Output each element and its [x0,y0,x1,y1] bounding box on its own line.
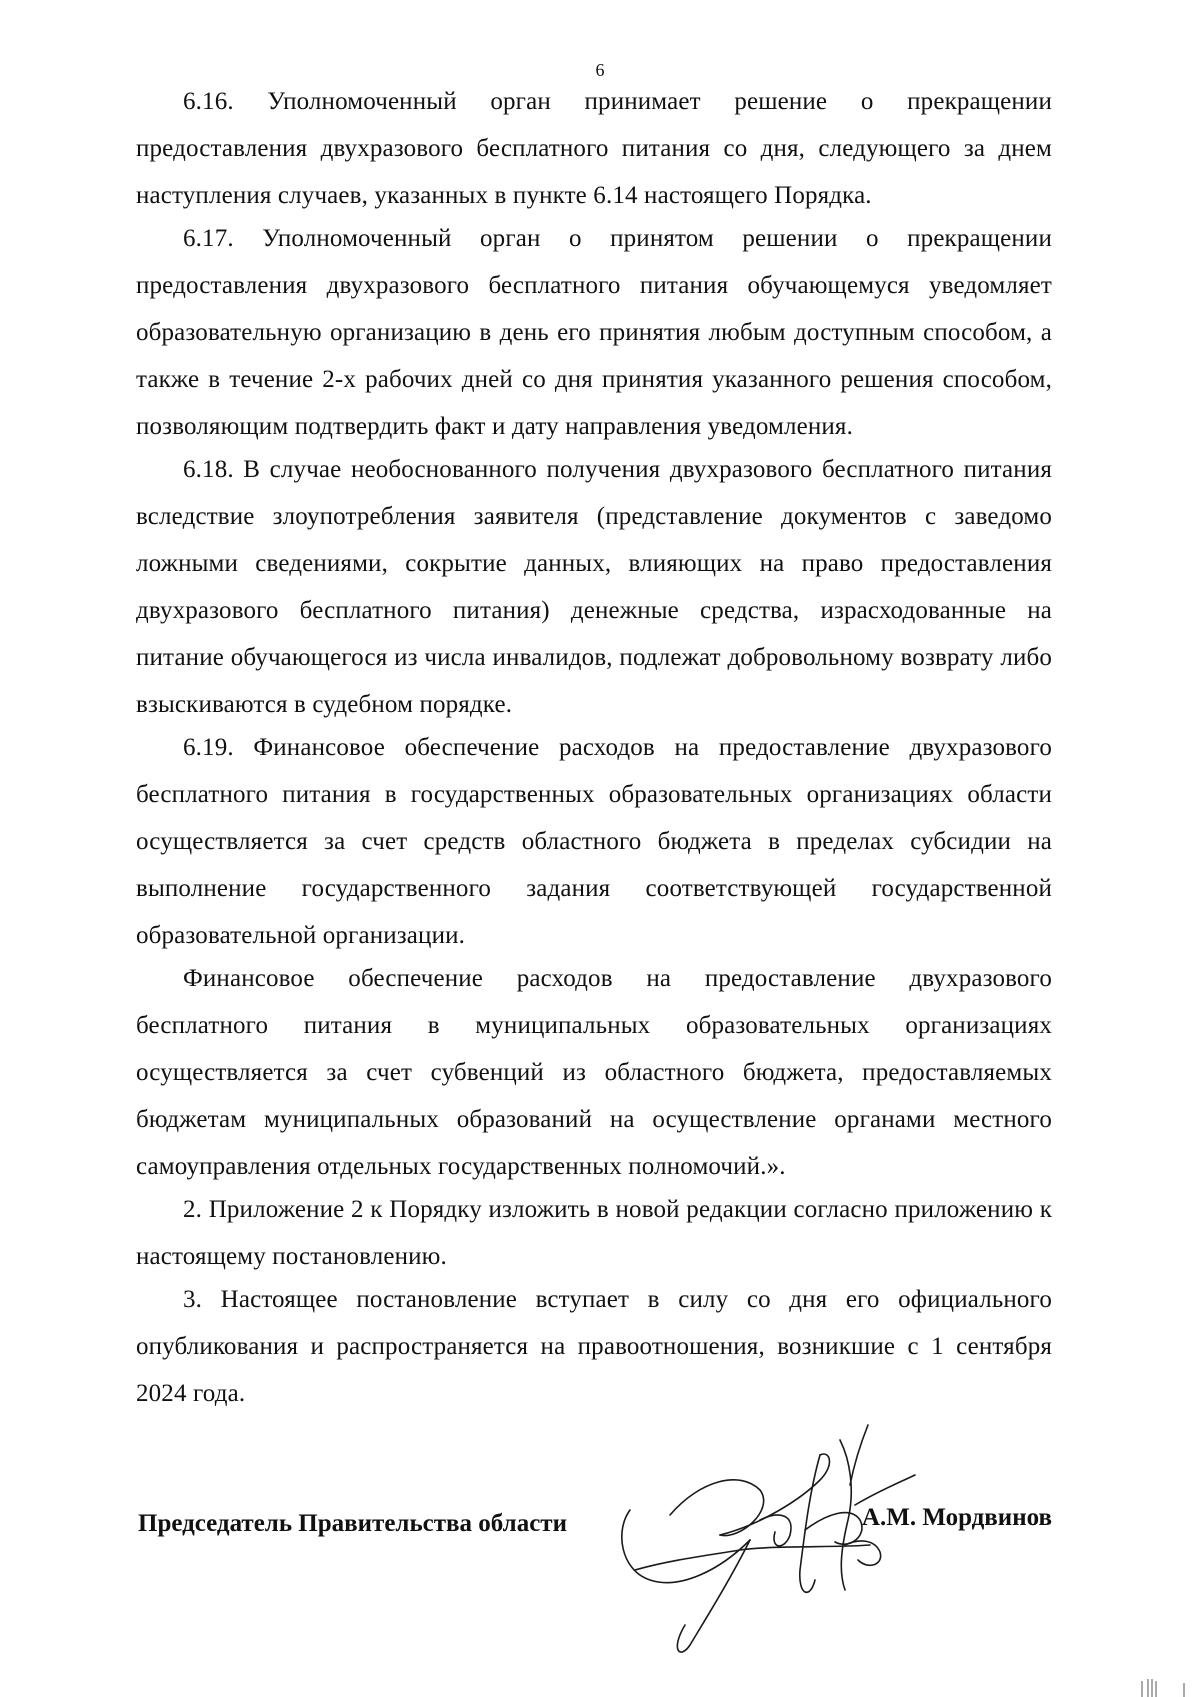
document-body [136,78,1052,1417]
paragraph-6-18: 6.18. В случае необоснованного получения двухразового бесплатного питания вследствие злоупотребления заявителя (представление документов с заведомо ложными сведениями, сокрытие данных, влияющих на право предоставления двухразового бесплатного питания) денежные средства, израсходованные на питание обучающегося из числа инвалидов, подлежат добровольному возврату либо взыскиваются в судебном порядке. [136,456,1052,718]
signer-title: Председатель Правительства области [138,1510,567,1537]
signer-name: А.М. Мордвинов [861,1504,1052,1531]
paragraph-2: 2. Приложение 2 к Порядку изложить в новой редакции согласно приложению к настоящему постановлению. [136,1196,1052,1270]
paragraph-6-19: 6.19. Финансовое обеспечение расходов на предоставление двухразового бесплатного питания в государственных образовательных организациях области осуществляется за счет средств областного бюджета в пределах субсидии на выполнение государственного задания соответствующей государственной образовательной организации. [136,734,1052,949]
paragraph-financing-municipal: Финансовое обеспечение расходов на предоставление двухразового бесплатного питания в муниципальных образовательных организациях осуществляется за счет субвенций из областного бюджета, предоставляемых бюджетам муниципальных образований на осуществление органами местного самоуправления отдельных государственных полномочий.». [136,965,1052,1180]
page-number: 6 [595,60,605,80]
paragraph-3: 3. Настоящее постановление вступает в силу со дня его официального опубликования и распространяется на правоотношения, возникшие с 1 сентября 2024 года. [136,1286,1052,1407]
signature-block [138,1504,1052,1550]
paragraph-6-17: 6.17. Уполномоченный орган о принятом решении о прекращении предоставления двухразового бесплатного питания обучающемуся уведомляет образовательную организацию в день его принятия любым доступным способом, а также в течение 2-х рабочих дней со дня принятия указанного решения способом, позволяющим подтвердить факт и дату направления уведомления. [136,225,1052,440]
paragraph-6-16: 6.16. Уполномоченный орган принимает решение о прекращении предоставления двухразового бесплатного питания со дня, следующего за днем наступления случаев, указанных в пункте 6.14 настоящего Порядка. [136,88,1052,209]
scan-edge-marks [1140,1677,1190,1697]
